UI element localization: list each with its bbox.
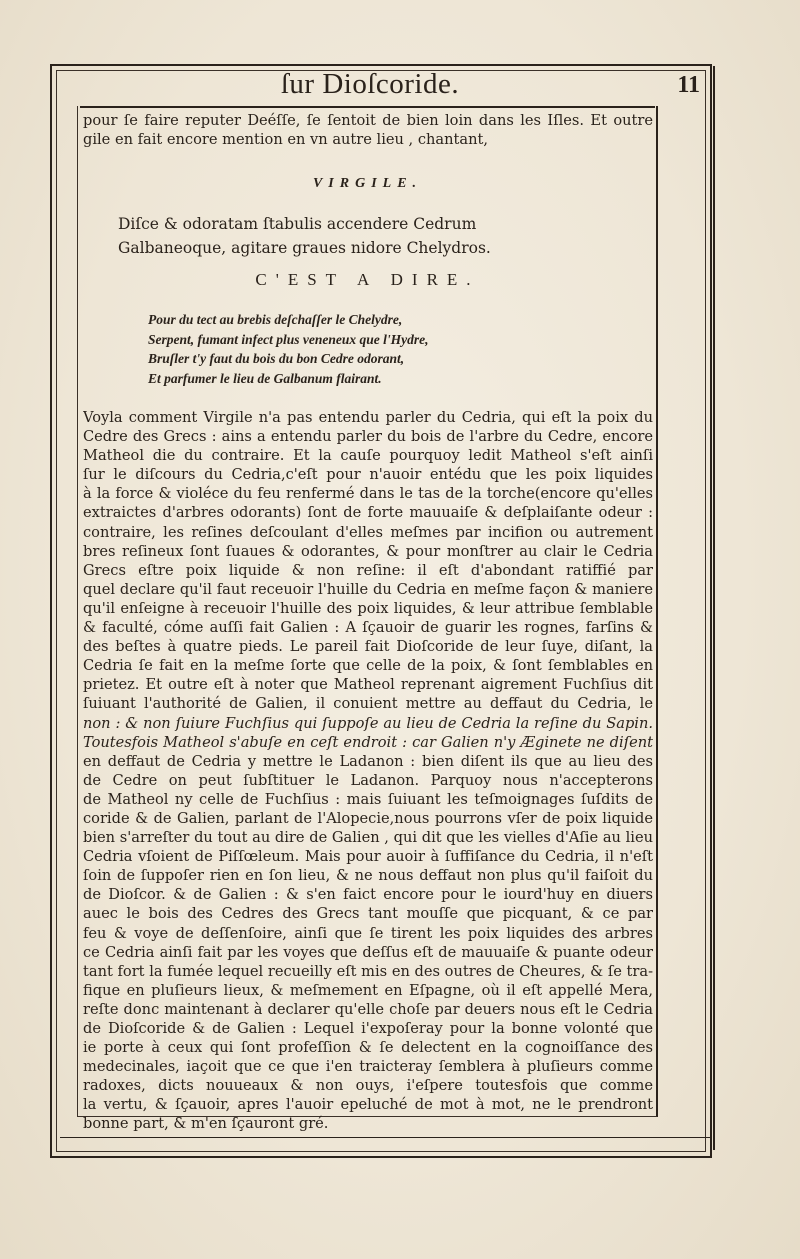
text-line: Grecs eſtre poix liquide & non reſine: il eſt d'abondant ratiffié par (83, 561, 653, 579)
text-line: non : & non ſuiure Fuchſius qui ſuppoſe au lieu de Cedria la reſine du Sapin. (83, 714, 653, 732)
text-line: feu & voye de deſſenſoire, ainſi que ſe tirent les poix liquides des arbres (83, 924, 653, 942)
latin-quotation (118, 212, 638, 260)
text-line: bonne part, & m'en ſçauront gré. (83, 1115, 329, 1133)
french-verse (148, 310, 648, 388)
verse-line: Et parfumer le lieu de Galbanum flairant. (148, 370, 382, 386)
text-line: ce Cedria ainſi fait par les voyes que deſſus eſt de mauuaiſe & puante odeur (83, 943, 653, 961)
text-line: contraire, les reſines deſcoulant d'elles meſmes par incifion ou autrement (83, 523, 653, 541)
text-line: Toutesfois Matheol s'abuſe en ceſt endroit : car Galien n'y Æginete ne diſent (83, 733, 653, 751)
page-number: 11 (677, 72, 700, 98)
text-line: tant fort la fumée lequel recueilly eſt mis en des outres de Cheures, & ſe tra- (83, 962, 653, 980)
text-line: Cedria vſoient de Piſſœleum. Mais pour auoir à ſuffiſance du Cedria, il n'eſt (83, 848, 653, 866)
verse-line: Pour du tect au brebis deſchaſſer le Chelydre, (148, 312, 403, 327)
text-line: à la force & violéce du feu renfermé dans le tas de la torche(encore qu'elles (83, 485, 653, 503)
main-paragraph (83, 408, 653, 1134)
verse-line: Serpent, fumant infect plus veneneux que l'Hydre, (148, 331, 429, 347)
text-line: de Dioſcoride & de Galien : Lequel i'expoſeray pour la bonne volonté que (83, 1020, 653, 1037)
text-line: extraictes d'arbres odorants) ſont de forte mauuaiſe & deſplaiſante odeur : (83, 504, 653, 522)
page-header (60, 66, 700, 106)
text-line: en deffaut de Cedria y mettre le Ladanon : bien diſent ils que au lieu des (83, 752, 653, 770)
cest-a-dire-heading: C'EST A DIRE. (255, 270, 480, 289)
intro-paragraph (83, 112, 653, 149)
text-line: ſoin de ſuppoſer rien en ſon lieu, & ne nous deffaut non plus qu'il faiſoit du (83, 867, 653, 885)
text-line: Cedre des Grecs : ains a entendu parler du bois de l'arbre du Cedre, encore (83, 428, 653, 446)
text-line: quel declare qu'il faut receuoir l'huille du Cedria en meſme façon & maniere (83, 580, 653, 598)
virgile-heading: VIRGILE. (312, 176, 423, 191)
verse-line: Bruſler t'y faut du bois du bon Cedre odorant, (148, 351, 405, 367)
text-line: gile en fait encore mention en vn autre lieu , chantant, (83, 130, 488, 148)
text-line: Voyla comment Virgile n'a pas entendu parler du Cedria, qui eſt la poix du (83, 409, 653, 426)
text-line: de Dioſcor. & de Galien : & s'en faict encore pour le iourd'huy en diuers (83, 886, 653, 904)
text-line: bres reſineux ſont ſuaues & odorantes, & pour monſtrer au clair le Cedria (83, 542, 653, 560)
running-head: ſur Dioſcoride. (280, 68, 460, 100)
text-line: ie porte à ceux qui ſont profeſſion & ſe delectent en la cognoiſſance des (83, 1039, 653, 1057)
text-line: Cedria ſe fait en la meſme ſorte que celle de la poix, & ſont ſemblables en (83, 657, 653, 675)
text-line: de Cedre on peut ſubſtituer le Ladanon. Parquoy nous n'accepterons (83, 771, 653, 789)
right-border-rule (713, 66, 715, 1150)
text-line: ſur le diſcours du Cedria,c'eſt pour n'auoir entédu que les poix liquides (83, 466, 653, 484)
text-line: medecinales, iaçoit que ce que i'en traicteray ſemblera à pluſieurs comme (83, 1058, 653, 1076)
text-line: qu'il enſeigne à receuoir l'huille des poix liquides, & leur attribue ſemblable (83, 599, 653, 617)
text-line: coride & de Galien, parlant de l'Alopecie,nous pourrons vſer de poix liquide (83, 809, 653, 827)
text-line: reſte donc maintenant à declarer qu'elle choſe par deuers nous eſt le Cedria (83, 1000, 653, 1018)
text-line: prietez. Et outre eſt à noter que Matheol reprenant aigrement Fuchſius dit (83, 676, 653, 694)
latin-line: Galbaneoque, agitare graues nidore Chelydros. (118, 239, 491, 257)
text-line: de Matheol ny celle de Fuchſius : mais ſuiuant les teſmoignages ſuſdits de (83, 790, 653, 808)
text-line: & faculté, cóme auſſi fait Galien : A ſçauoir de guarir les rognes, farſins & (83, 619, 653, 637)
latin-line: Diſce & odoratam ſtabulis accendere Cedrum (118, 215, 477, 233)
text-line: fique en pluſieurs lieux, & meſmement en Eſpagne, où il eſt appellé Mera, (83, 981, 653, 999)
text-line: radoxes, dicts nouueaux & non ouys, i'eſpere toutesfois que comme (83, 1077, 653, 1095)
text-line: des beſtes à quatre pieds. Le pareil fait Dioſcoride de leur ſuye, diſant, la (83, 638, 653, 656)
text-line: pour ſe faire reputer Deéſſe, ſe ſentoit de bien loin dans les Iſles. Et outre (83, 112, 653, 129)
bottom-rule (60, 1137, 712, 1138)
text-line: Matheol die du contraire. Et la cauſe pourquoy ledit Matheol s'eſt ainſi (83, 447, 653, 465)
text-line: auec le bois des Cedres des Grecs tant mouſſe que picquant, & ce par (83, 905, 653, 923)
text-line: ſuiuant l'authorité de Galien, il conuient mettre au deffaut du Cedria, le (83, 695, 653, 713)
text-line: bien s'arreſter du tout au dire de Galien , qui dit que les vielles d'Aſie au lieu (83, 829, 653, 847)
text-line: la vertu, & ſçauoir, apres l'auoir epeluché de mot à mot, ne le prendront (83, 1096, 653, 1114)
